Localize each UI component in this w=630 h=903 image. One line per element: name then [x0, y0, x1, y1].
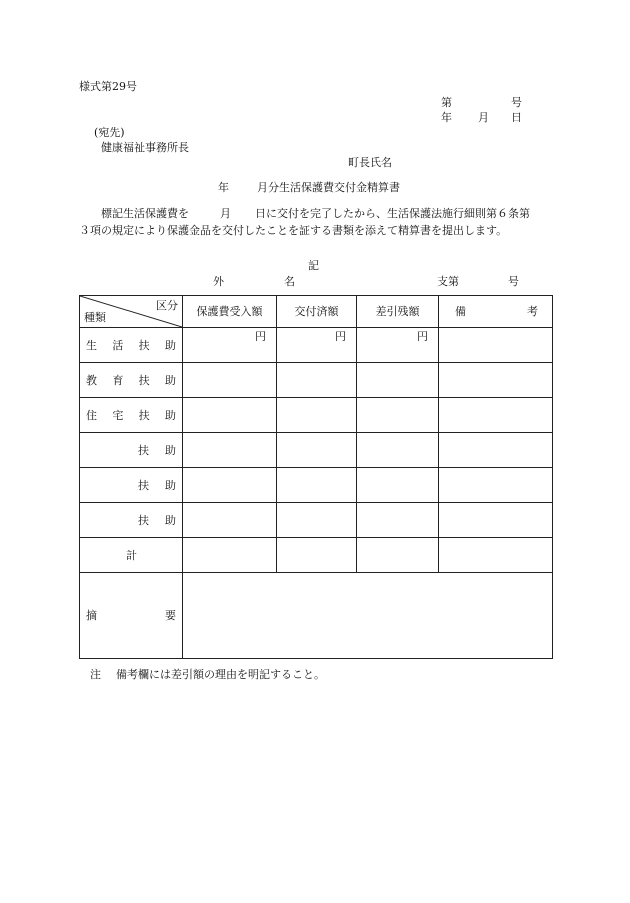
body-text-2: ３項の規定により保護金品を交付したことを証する書類を添えて精算書を提出します。 — [79, 224, 508, 237]
remarks-char-1: 備 — [455, 305, 466, 318]
summary-branch: 支第 — [437, 275, 459, 288]
body-text-1b: 月 — [220, 207, 231, 220]
issued-amount-cell — [277, 503, 357, 538]
corner-cell — [80, 296, 183, 328]
document-title: 月分生活保護費交付金精算書 — [257, 181, 400, 194]
issued-amount-cell — [277, 433, 357, 468]
addressee-label: (宛先) — [94, 126, 125, 139]
label-char: 生 — [86, 338, 97, 352]
memo-char: 摘 — [86, 609, 97, 622]
label-char: 助 — [164, 408, 176, 422]
document-number-prefix: 第 — [441, 96, 452, 109]
table-row — [80, 433, 553, 468]
memo-row — [80, 573, 553, 659]
label-char: 扶 — [138, 513, 149, 527]
received-amount-cell — [183, 433, 277, 468]
label-char: 助 — [164, 338, 176, 352]
label-char: 助 — [165, 478, 176, 492]
remarks-cell — [439, 363, 553, 398]
header-received-amount: 保護費受入額 — [183, 296, 277, 328]
balance-cell — [357, 468, 439, 503]
received-amount-total — [183, 538, 277, 573]
balance-cell — [357, 398, 439, 433]
table-row — [80, 503, 553, 538]
ki-heading: 記 — [308, 259, 319, 272]
table-header-row — [80, 296, 553, 328]
header-issued-amount: 交付済額 — [277, 296, 357, 328]
corner-category: 区分 — [156, 299, 178, 312]
balance-cell — [357, 503, 439, 538]
date-month: 月 — [478, 111, 489, 124]
date-year: 年 — [441, 111, 452, 124]
received-amount-cell — [183, 503, 277, 538]
received-amount-cell — [183, 398, 277, 433]
row-label — [80, 398, 183, 433]
total-label — [80, 538, 183, 573]
summary-number: 号 — [508, 275, 519, 288]
balance-cell: 円 — [357, 328, 439, 363]
form-number: 様式第29号 — [79, 80, 137, 93]
settlement-table — [79, 295, 553, 659]
body-text-1a: 標記生活保護費を — [101, 207, 189, 220]
remarks-cell — [439, 328, 553, 363]
remarks-cell — [439, 398, 553, 433]
summary-name: 名 — [284, 275, 295, 288]
label-char: 住 — [86, 408, 97, 422]
addressee: 健康福祉事務所長 — [101, 141, 189, 154]
row-label — [80, 363, 183, 398]
remarks-cell — [439, 503, 553, 538]
memo-char: 要 — [165, 609, 176, 622]
issued-amount-cell — [277, 468, 357, 503]
date-day: 日 — [511, 111, 522, 124]
sender-name: 町長氏名 — [348, 156, 392, 169]
label-char: 扶 — [138, 408, 150, 422]
issued-amount-cell — [277, 398, 357, 433]
table-row — [80, 363, 553, 398]
remarks-cell — [439, 433, 553, 468]
label-char: 扶 — [138, 373, 150, 387]
remarks-char-2: 考 — [527, 305, 538, 318]
balance-cell — [357, 433, 439, 468]
issued-amount-cell — [277, 363, 357, 398]
received-amount-cell: 円 — [183, 328, 277, 363]
note-text: 備考欄には差引額の理由を明記すること。 — [116, 668, 325, 681]
row-label — [80, 328, 183, 363]
table-row — [80, 468, 553, 503]
memo-label — [80, 573, 183, 659]
label-char: 宅 — [112, 408, 124, 422]
label-char: 助 — [165, 443, 176, 457]
remarks-cell — [439, 468, 553, 503]
label-char: 活 — [112, 338, 124, 352]
corner-type: 種類 — [84, 311, 106, 324]
table-row — [80, 328, 553, 363]
title-year: 年 — [218, 181, 229, 194]
table-row — [80, 398, 553, 433]
label-char: 助 — [164, 373, 176, 387]
summary-outer: 外 — [213, 275, 224, 288]
note-prefix: 注 — [90, 668, 101, 681]
document-number-suffix: 号 — [511, 96, 522, 109]
label-char: 扶 — [138, 443, 149, 457]
balance-total — [357, 538, 439, 573]
row-label — [80, 503, 183, 538]
label-char: 教 — [86, 373, 97, 387]
received-amount-cell — [183, 468, 277, 503]
label-char: 扶 — [138, 478, 149, 492]
balance-cell — [357, 363, 439, 398]
issued-amount-cell: 円 — [277, 328, 357, 363]
issued-amount-total — [277, 538, 357, 573]
header-remarks — [439, 296, 553, 328]
body-text-1c: 日に交付を完了したから、生活保護法施行細則第６条第 — [255, 207, 530, 220]
memo-content — [183, 573, 553, 659]
label-char: 助 — [165, 513, 176, 527]
label-char: 扶 — [138, 338, 150, 352]
row-label — [80, 468, 183, 503]
remarks-total — [439, 538, 553, 573]
header-balance: 差引残額 — [357, 296, 439, 328]
label-char: 育 — [112, 373, 124, 387]
total-row — [80, 538, 553, 573]
received-amount-cell — [183, 363, 277, 398]
total-text: 計 — [126, 548, 137, 562]
row-label — [80, 433, 183, 468]
